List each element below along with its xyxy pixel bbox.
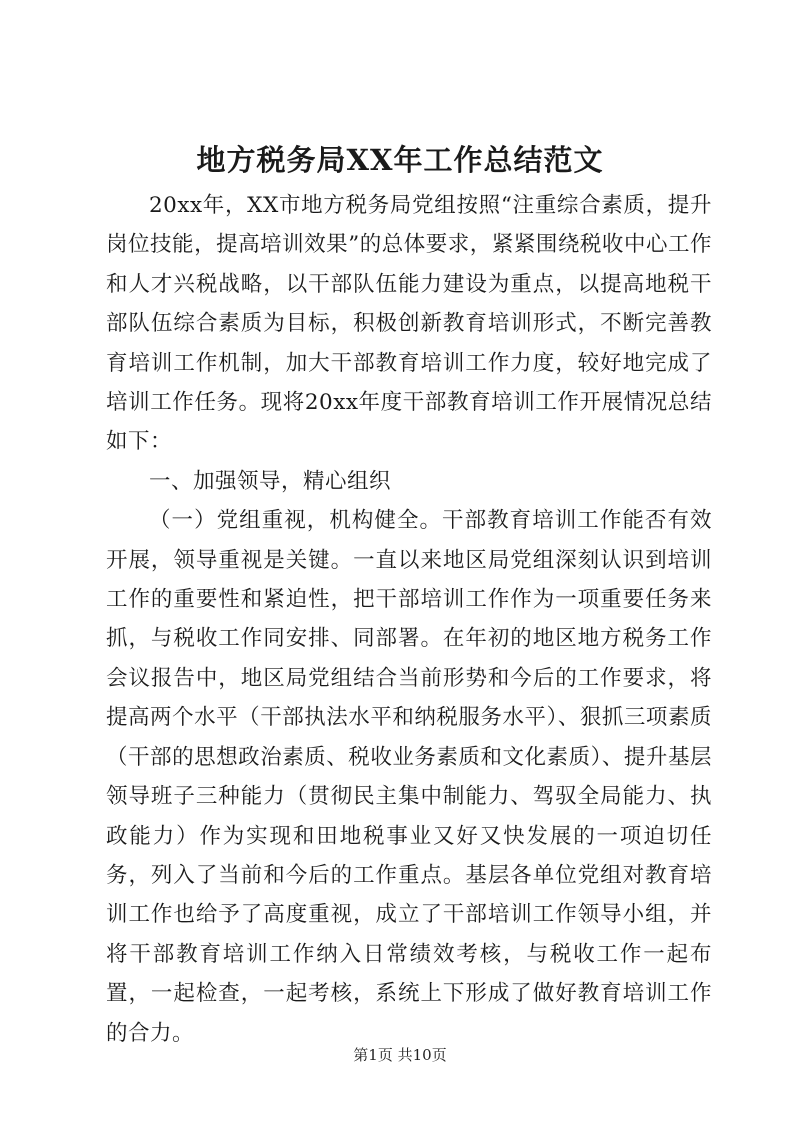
section-heading: 一、加强领导，精心组织: [149, 468, 392, 494]
paragraph-leadership: （一）党组重视，机构健全。干部教育培训工作能否有效开展，领导重视是关键。一直以来地区局党组深刻认识到培训工作的重要性和紧迫性，把干部培训工作作为一项重要任务来抓，与税收工作同安排、同部署。在年初的地区地方税务工作会议报告中，地区局党组结合当前形势和今后的工作要求，将提高两个水平（干部执法水平和纳税服务水平）、狠抓三项素质（干部的思想政治素质、税收业务素质和文化素质）、提升基层领导班子三种能力（贯彻民主集中制能力、驾驭全局能力、执政能力）作为实现和田地税事业又好又快发展的一项迫切任务，列入了当前和今后的工作重点。基层各单位党组对教育培训工作也给予了高度重视，成立了干部培训工作领导小组，并将干部教育培训工作纳入日常绩效考核，与税收工作一起布置，一起检查，一起考核，系统上下形成了做好教育培训工作的合力。: [106, 508, 712, 1046]
page-footer: 第1页 共10页: [353, 1046, 447, 1064]
document-title: 地方税务局XX年工作总结范文: [196, 143, 604, 177]
document-body: [106, 186, 712, 1053]
paragraph-intro: 20xx年，XX市地方税务局党组按照“注重综合素质，提升岗位技能，提高培训效果”的总体要求，紧紧围绕税收中心工作和人才兴税战略，以干部队伍能力建设为重点，以提高地税干部队伍综合素质为目标，积极创新教育培训形式，不断完善教育培训工作机制，加大干部教育培训工作力度，较好地完成了培训工作任务。现将20xx年度干部教育培训工作开展情况总结如下：: [106, 193, 712, 455]
